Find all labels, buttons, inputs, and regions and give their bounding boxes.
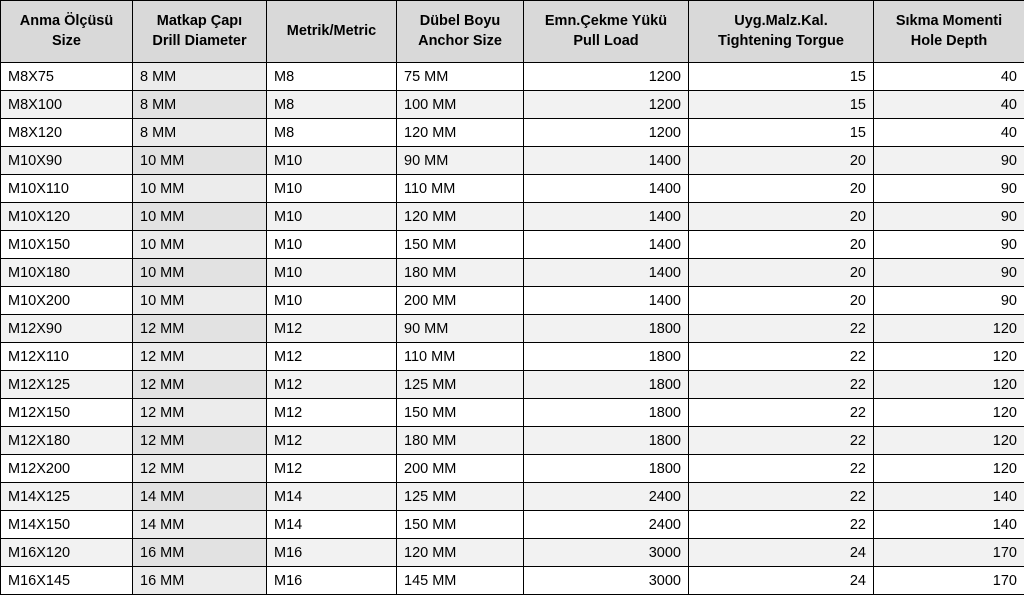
column-header-line2: Pull Load (528, 32, 684, 52)
table-cell: M14 (267, 511, 397, 539)
table-cell: M10X110 (1, 175, 133, 203)
table-cell: 22 (689, 483, 874, 511)
table-row (1, 511, 1024, 539)
column-header-line2: Size (5, 32, 128, 52)
table-cell: 200 MM (397, 455, 524, 483)
table-cell: M12X150 (1, 399, 133, 427)
table-cell: 10 MM (133, 287, 267, 315)
table-cell: 120 MM (397, 203, 524, 231)
table-cell: 14 MM (133, 483, 267, 511)
table-cell: 12 MM (133, 371, 267, 399)
table-cell: 1400 (524, 231, 689, 259)
table-cell: 22 (689, 511, 874, 539)
table-row (1, 539, 1024, 567)
table-cell: M8X75 (1, 63, 133, 91)
table-cell: 24 (689, 539, 874, 567)
column-header-2 (267, 1, 397, 63)
table-cell: 125 MM (397, 371, 524, 399)
table-cell: M12X90 (1, 315, 133, 343)
table-cell: 16 MM (133, 539, 267, 567)
column-header-line1: Matkap Çapı (137, 12, 262, 32)
column-header-1 (133, 1, 267, 63)
table-cell: 12 MM (133, 427, 267, 455)
table-cell: M10 (267, 287, 397, 315)
table-row (1, 91, 1024, 119)
table-cell: M12 (267, 399, 397, 427)
table-row (1, 455, 1024, 483)
table-cell: M16X145 (1, 567, 133, 595)
table-row (1, 399, 1024, 427)
table-cell: M12 (267, 315, 397, 343)
table-cell: 1400 (524, 259, 689, 287)
table-cell: 110 MM (397, 343, 524, 371)
table-cell: M12 (267, 371, 397, 399)
table-cell: 120 (874, 455, 1024, 483)
table-cell: 8 MM (133, 63, 267, 91)
table-cell: 110 MM (397, 175, 524, 203)
table-cell: 1400 (524, 147, 689, 175)
table-cell: 150 MM (397, 399, 524, 427)
table-cell: 90 (874, 287, 1024, 315)
table-cell: 1200 (524, 63, 689, 91)
table-cell: 90 (874, 259, 1024, 287)
table-cell: 20 (689, 203, 874, 231)
table-cell: 90 MM (397, 147, 524, 175)
table-cell: 180 MM (397, 427, 524, 455)
table-cell: 22 (689, 343, 874, 371)
table-cell: 24 (689, 567, 874, 595)
table-cell: M8 (267, 91, 397, 119)
table-cell: 15 (689, 119, 874, 147)
table-row (1, 203, 1024, 231)
table-cell: 22 (689, 399, 874, 427)
column-header-line1: Uyg.Malz.Kal. (693, 12, 869, 32)
table-cell: 22 (689, 427, 874, 455)
table-cell: 10 MM (133, 175, 267, 203)
table-cell: 10 MM (133, 203, 267, 231)
table-cell: 12 MM (133, 455, 267, 483)
column-header-line2: Tightening Torgue (693, 32, 869, 52)
table-body (1, 63, 1024, 595)
table-row (1, 567, 1024, 595)
table-cell: M8 (267, 119, 397, 147)
table-cell: 10 MM (133, 259, 267, 287)
table-cell: 90 (874, 231, 1024, 259)
table-cell: M12X180 (1, 427, 133, 455)
table-cell: 1200 (524, 91, 689, 119)
table-cell: 90 (874, 175, 1024, 203)
table-cell: 1800 (524, 427, 689, 455)
table-cell: 20 (689, 259, 874, 287)
table-cell: M12X110 (1, 343, 133, 371)
table-row (1, 119, 1024, 147)
table-cell: 2400 (524, 511, 689, 539)
column-header-0 (1, 1, 133, 63)
table-cell: M10 (267, 175, 397, 203)
table-cell: 1800 (524, 399, 689, 427)
table-cell: 170 (874, 539, 1024, 567)
table-cell: 15 (689, 63, 874, 91)
table-cell: M12 (267, 343, 397, 371)
column-header-5 (689, 1, 874, 63)
column-header-line1: Metrik/Metric (271, 22, 392, 42)
table-cell: 22 (689, 455, 874, 483)
table-row (1, 371, 1024, 399)
table-cell: M10X90 (1, 147, 133, 175)
table-cell: 150 MM (397, 231, 524, 259)
table-cell: 14 MM (133, 511, 267, 539)
table-row (1, 343, 1024, 371)
table-cell: 120 (874, 315, 1024, 343)
column-header-3 (397, 1, 524, 63)
table-cell: 40 (874, 91, 1024, 119)
table-cell: 90 MM (397, 315, 524, 343)
table-cell: 90 (874, 203, 1024, 231)
table-cell: 140 (874, 511, 1024, 539)
table-cell: 120 (874, 343, 1024, 371)
table-row (1, 63, 1024, 91)
table-cell: M12 (267, 455, 397, 483)
table-cell: 180 MM (397, 259, 524, 287)
column-header-line1: Dübel Boyu (401, 12, 519, 32)
table-cell: 3000 (524, 567, 689, 595)
table-cell: 170 (874, 567, 1024, 595)
table-cell: 150 MM (397, 511, 524, 539)
table-cell: M10 (267, 231, 397, 259)
table-cell: 1800 (524, 455, 689, 483)
table-cell: 1800 (524, 371, 689, 399)
table-row (1, 287, 1024, 315)
table-cell: 1400 (524, 287, 689, 315)
table-cell: M10 (267, 203, 397, 231)
table-cell: 120 MM (397, 539, 524, 567)
table-cell: M14 (267, 483, 397, 511)
column-header-line1: Emn.Çekme Yükü (528, 12, 684, 32)
table-cell: M10X200 (1, 287, 133, 315)
table-header (1, 1, 1024, 63)
table-cell: 120 MM (397, 119, 524, 147)
table-cell: 22 (689, 371, 874, 399)
table-cell: 200 MM (397, 287, 524, 315)
table-cell: 20 (689, 147, 874, 175)
table-row (1, 175, 1024, 203)
table-cell: 2400 (524, 483, 689, 511)
table-cell: 8 MM (133, 91, 267, 119)
table-cell: 15 (689, 91, 874, 119)
table-cell: M12 (267, 427, 397, 455)
table-cell: 20 (689, 231, 874, 259)
header-row (1, 1, 1024, 63)
column-header-line2: Drill Diameter (137, 32, 262, 52)
table-cell: M14X150 (1, 511, 133, 539)
table-cell: 22 (689, 315, 874, 343)
table-cell: M16 (267, 539, 397, 567)
table-cell: M8X120 (1, 119, 133, 147)
table-row (1, 259, 1024, 287)
column-header-line1: Anma Ölçüsü (5, 12, 128, 32)
table-cell: 40 (874, 119, 1024, 147)
table-cell: 12 MM (133, 315, 267, 343)
table-cell: 40 (874, 63, 1024, 91)
table-cell: 125 MM (397, 483, 524, 511)
table-row (1, 315, 1024, 343)
table-cell: 100 MM (397, 91, 524, 119)
table-cell: 75 MM (397, 63, 524, 91)
column-header-line1: Sıkma Momenti (878, 12, 1020, 32)
table-cell: 1200 (524, 119, 689, 147)
table-cell: M12X200 (1, 455, 133, 483)
table-cell: M10 (267, 147, 397, 175)
table-cell: 3000 (524, 539, 689, 567)
table-row (1, 231, 1024, 259)
table-cell: 140 (874, 483, 1024, 511)
table-cell: 10 MM (133, 231, 267, 259)
table-cell: 145 MM (397, 567, 524, 595)
column-header-4 (524, 1, 689, 63)
table-cell: M10X120 (1, 203, 133, 231)
table-cell: M12X125 (1, 371, 133, 399)
column-header-6 (874, 1, 1024, 63)
column-header-line2: Hole Depth (878, 32, 1020, 52)
table-cell: 1800 (524, 315, 689, 343)
table-cell: 120 (874, 371, 1024, 399)
table-cell: 1400 (524, 175, 689, 203)
table-cell: 12 MM (133, 343, 267, 371)
table-cell: 1400 (524, 203, 689, 231)
table-cell: M16X120 (1, 539, 133, 567)
table-cell: 20 (689, 287, 874, 315)
table-cell: 12 MM (133, 399, 267, 427)
table-cell: 120 (874, 427, 1024, 455)
table-cell: M16 (267, 567, 397, 595)
table-cell: 10 MM (133, 147, 267, 175)
table-cell: 90 (874, 147, 1024, 175)
table-cell: 8 MM (133, 119, 267, 147)
table-cell: 20 (689, 175, 874, 203)
table-cell: M8X100 (1, 91, 133, 119)
table-row (1, 427, 1024, 455)
table-cell: 120 (874, 399, 1024, 427)
table-cell: M10X180 (1, 259, 133, 287)
table-cell: 16 MM (133, 567, 267, 595)
column-header-line2: Anchor Size (401, 32, 519, 52)
table-cell: 1800 (524, 343, 689, 371)
table-cell: M14X125 (1, 483, 133, 511)
table-row (1, 483, 1024, 511)
table-row (1, 147, 1024, 175)
table-cell: M10X150 (1, 231, 133, 259)
table-cell: M8 (267, 63, 397, 91)
table-cell: M10 (267, 259, 397, 287)
